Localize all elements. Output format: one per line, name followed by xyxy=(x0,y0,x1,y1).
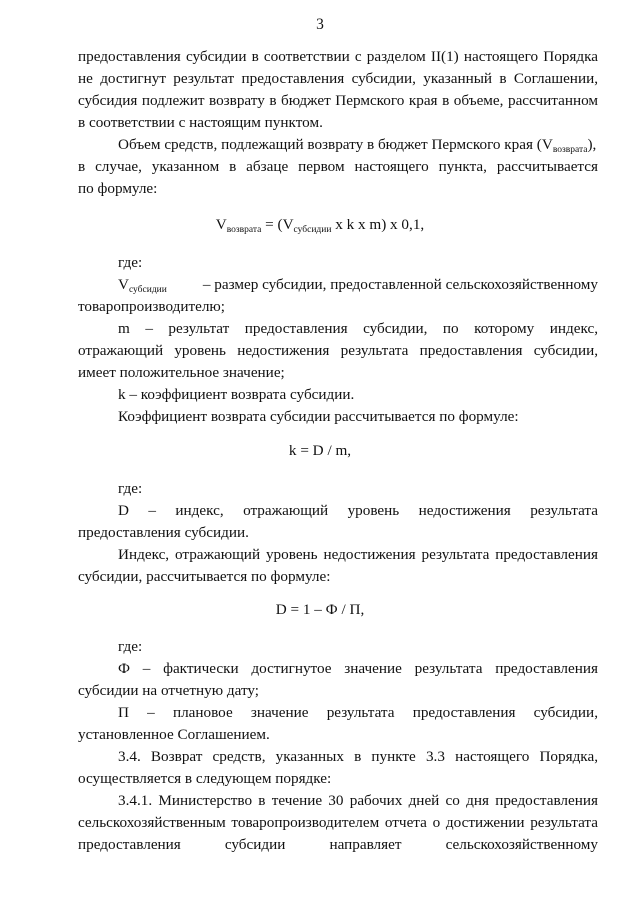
text-line: предоставления субсидии направляет сельскохозяйственному xyxy=(78,836,598,853)
text-line: субсидии на отчетную дату; xyxy=(78,682,260,699)
text-line: где: xyxy=(118,638,143,655)
text-line: 3.4.1. Министерство в течение 30 рабочих дней со дня предоставления xyxy=(118,792,598,809)
formula-v-vozvrata: $V_{возврата} = (V_{субсидии}$ x k x m) x 0,1, xyxy=(215,216,425,235)
text-line: в соответствии с настоящим пунктом. xyxy=(78,114,323,131)
text-line: сельскохозяйственным товаропроизводителем отчета о достижении результата xyxy=(78,814,598,831)
text-line: имеет положительное значение; xyxy=(78,364,285,381)
text-line: где: xyxy=(118,254,143,271)
text-line: Объем средств, подлежащий возврату в бюджет Пермского края $(V_{возврата})$, xyxy=(118,136,597,155)
text-line: установленное Соглашением. xyxy=(78,726,270,743)
text-line: осуществляется в следующем порядке: xyxy=(78,770,332,787)
text-line: где: xyxy=(118,480,143,497)
text-line: П – плановое значение результата предоставления субсидии, xyxy=(118,704,598,721)
text-line: субсидия подлежит возврату в бюджет Пермского края в объеме, рассчитанном xyxy=(78,92,598,109)
text-line: 3.4. Возврат средств, указанных в пункте 3.3 настоящего Порядка, xyxy=(118,748,598,765)
text-line: в случае, указанном в абзаце первом настоящего пункта, рассчитывается xyxy=(78,158,598,175)
text-line: товаропроизводителю; xyxy=(78,298,225,315)
text-line: $V_{субсидии}$ – размер субсидии, предоставленной сельскохозяйственному xyxy=(118,276,598,295)
text-line: субсидии, рассчитывается по формуле: xyxy=(78,568,331,585)
formula-k: k = D / m, xyxy=(288,442,352,459)
text-line: отражающий уровень недостижения результата предоставления субсидии, xyxy=(78,342,598,359)
text-line: k – коэффициент возврата субсидии. xyxy=(118,386,355,403)
text-line: предоставления субсидии. xyxy=(78,524,249,541)
text-line: D – индекс, отражающий уровень недостижения результата xyxy=(118,502,598,519)
formula-d: D = 1 – Ф / П, xyxy=(275,601,365,618)
text-line: предоставления субсидии в соответствии с разделом II(1) настоящего Порядка xyxy=(78,48,598,65)
text-line: не достигнут результат предоставления субсидии, указанный в Соглашении, xyxy=(78,70,598,87)
text-line: m – результат предоставления субсидии, по которому индекс, xyxy=(118,320,598,337)
text-line: по формуле: xyxy=(78,180,158,197)
page-number: 3 xyxy=(316,16,324,33)
text-line: Ф – фактически достигнутое значение результата предоставления xyxy=(118,660,598,677)
text-line: Коэффициент возврата субсидии рассчитывается по формуле: xyxy=(118,408,519,425)
text-line: Индекс, отражающий уровень недостижения результата предоставления xyxy=(118,546,598,563)
